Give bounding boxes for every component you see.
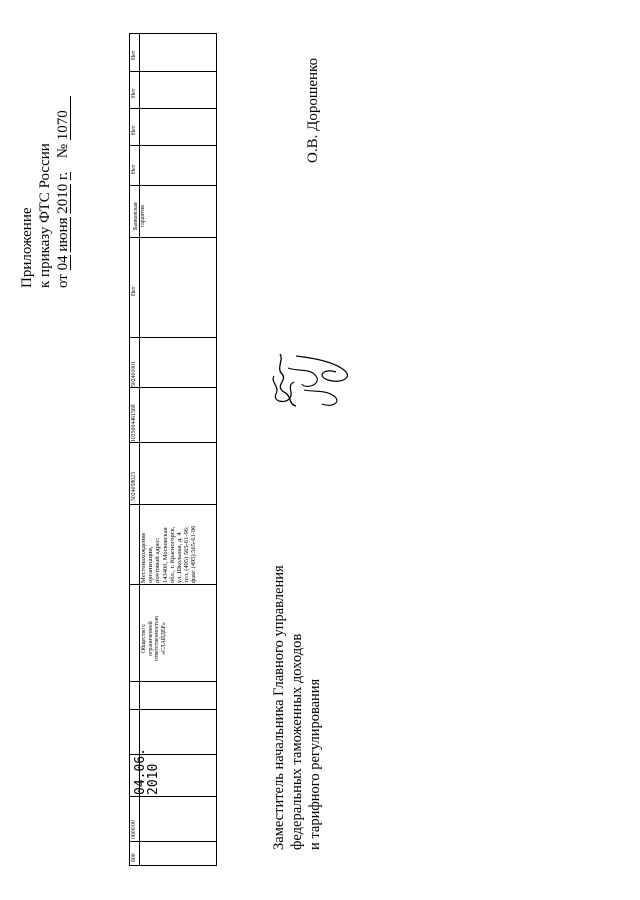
guarantee-band bbox=[129, 186, 217, 238]
col-d-cell: Нет bbox=[131, 88, 137, 98]
org-name-band bbox=[129, 585, 217, 682]
org-name-cell: Общество с ограниченной ответственностью «СЛАЙДЕР» bbox=[141, 616, 167, 661]
annex-year: 2010 bbox=[55, 183, 71, 214]
code-cell: 600 bbox=[131, 853, 137, 862]
address-cell: Местонахождение организации, почтовый адрес: 143400, Московская обл., г. Красногорск, ул. Школьная, д. 4 тел. (495) 565-61-96; факс (495) 565-61-96 bbox=[140, 525, 198, 583]
col-c-cell: Нет bbox=[131, 125, 137, 135]
col-e-cell: Нет bbox=[131, 50, 137, 60]
col-c-band bbox=[129, 109, 217, 146]
signatory-title-line-1: Заместитель начальника Главного управления bbox=[271, 565, 287, 850]
col-a-band bbox=[129, 238, 217, 338]
sub-code-cell: 0600/00 bbox=[131, 819, 137, 839]
signatory-title-line-3: и тарифного регулирования bbox=[307, 678, 323, 850]
annex-order-reference: к приказу ФТС России bbox=[37, 143, 53, 288]
inn-cell: 5024058023 bbox=[131, 472, 137, 501]
annex-prefix: от bbox=[55, 274, 71, 288]
annex-number-sign: № bbox=[55, 143, 71, 159]
code-band bbox=[129, 842, 217, 866]
kpp-cell: 502401001 bbox=[131, 360, 137, 387]
date-band bbox=[129, 748, 217, 797]
registry-table bbox=[129, 33, 217, 866]
signer-name: О.В. Дорошенко bbox=[305, 57, 321, 163]
empty-col-band-1 bbox=[129, 682, 217, 710]
signatory-title-line-2: федеральных таможенных доходов bbox=[289, 633, 305, 850]
date-cell: 04.06. 2010 bbox=[133, 748, 161, 795]
address-band bbox=[129, 505, 217, 585]
col-e-band bbox=[129, 33, 217, 72]
col-d-band bbox=[129, 72, 217, 109]
sub-code-band bbox=[129, 797, 217, 842]
ogrn-band bbox=[129, 388, 217, 443]
col-b-band bbox=[129, 146, 217, 186]
annex-year-suffix: г. bbox=[55, 171, 71, 180]
annex-title: Приложение bbox=[19, 207, 35, 288]
col-b-cell: Нет bbox=[131, 164, 137, 174]
guarantee-cell: Банковская гарантия bbox=[133, 202, 146, 230]
handwritten-signature bbox=[244, 346, 364, 416]
annex-number: 1070 bbox=[56, 96, 71, 140]
signatory-title bbox=[270, 565, 324, 850]
annex-day: 04 bbox=[55, 255, 71, 271]
annex-date-line bbox=[54, 96, 72, 288]
annex-month: июня bbox=[55, 217, 71, 252]
kpp-band bbox=[129, 338, 217, 388]
inn-band bbox=[129, 443, 217, 505]
ogrn-cell: 1035004461568 bbox=[131, 404, 137, 442]
col-a-cell: Нет bbox=[131, 286, 137, 296]
annex-header bbox=[18, 96, 72, 288]
